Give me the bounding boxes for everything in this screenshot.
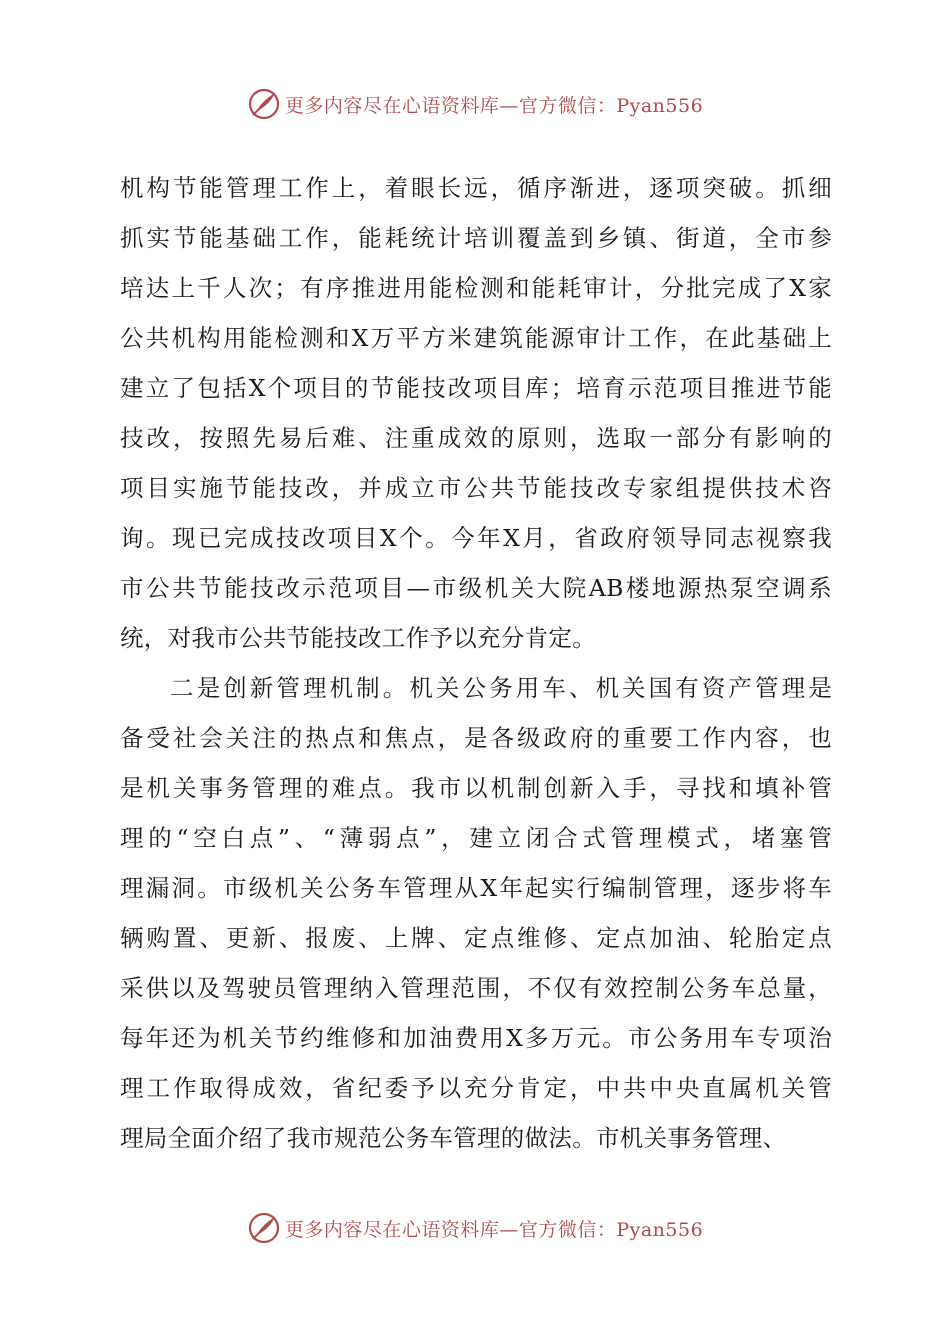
text-line: 建立了包括X个项目的节能技改项目库；培育示范项目推进节能 <box>120 374 832 402</box>
header-banner-text: 更多内容尽在心语资料库—官方微信：Pyan556 <box>284 94 704 117</box>
text-line: 抓实节能基础工作，能耗统计培训覆盖到乡镇、街道，全市参 <box>120 224 832 252</box>
text-line: 机构节能管理工作上，着眼长远，循序渐进，逐项突破。抓细 <box>120 174 832 202</box>
text-line: 培达上千人次；有序推进用能检测和能耗审计，分批完成了X家 <box>120 274 832 302</box>
paragraph <box>120 163 832 663</box>
header-watermark-banner <box>0 84 950 124</box>
text-line: 是机关事务管理的难点。我市以机制创新入手，寻找和填补管 <box>120 774 832 802</box>
quill-pen-logo-icon <box>247 87 281 121</box>
footer-banner-text: 更多内容尽在心语资料库—官方微信：Pyan556 <box>284 1218 704 1241</box>
text-line: 理工作取得成效，省纪委予以充分肯定，中共中央直属机关管 <box>120 1074 832 1102</box>
footer-watermark-banner <box>0 1208 950 1248</box>
text-line: 项目实施节能技改，并成立市公共节能技改专家组提供技术咨 <box>120 474 832 502</box>
text-line: 备受社会关注的热点和焦点，是各级政府的重要工作内容，也 <box>120 724 832 752</box>
text-line: 采供以及驾驶员管理纳入管理范围，不仅有效控制公务车总量， <box>120 974 832 1002</box>
text-line: 市公共节能技改示范项目—市级机关大院AB楼地源热泵空调系 <box>120 574 832 602</box>
text-line: 技改，按照先易后难、注重成效的原则，选取一部分有影响的 <box>120 424 832 452</box>
paragraph <box>120 663 832 1163</box>
document-body <box>120 163 832 1163</box>
text-line: 辆购置、更新、报废、上牌、定点维修、定点加油、轮胎定点 <box>120 924 832 952</box>
text-line: 二是创新管理机制。机关公务用车、机关国有资产管理是 <box>170 674 832 702</box>
quill-pen-logo-icon <box>247 1211 281 1245</box>
text-line: 统，对我市公共节能技改工作予以充分肯定。 <box>120 624 596 652</box>
text-line: 公共机构用能检测和X万平方米建筑能源审计工作，在此基础上 <box>120 324 832 352</box>
text-line: 理漏洞。市级机关公务车管理从X年起实行编制管理，逐步将车 <box>120 874 832 902</box>
text-line: 每年还为机关节约维修和加油费用X多万元。市公务用车专项治 <box>120 1024 832 1052</box>
text-line: 理的“空白点”、“薄弱点”，建立闭合式管理模式，堵塞管 <box>120 824 832 852</box>
text-line: 询。现已完成技改项目X个。今年X月，省政府领导同志视察我 <box>120 524 832 552</box>
text-line: 理局全面介绍了我市规范公务车管理的做法。市机关事务管理、 <box>120 1124 787 1152</box>
